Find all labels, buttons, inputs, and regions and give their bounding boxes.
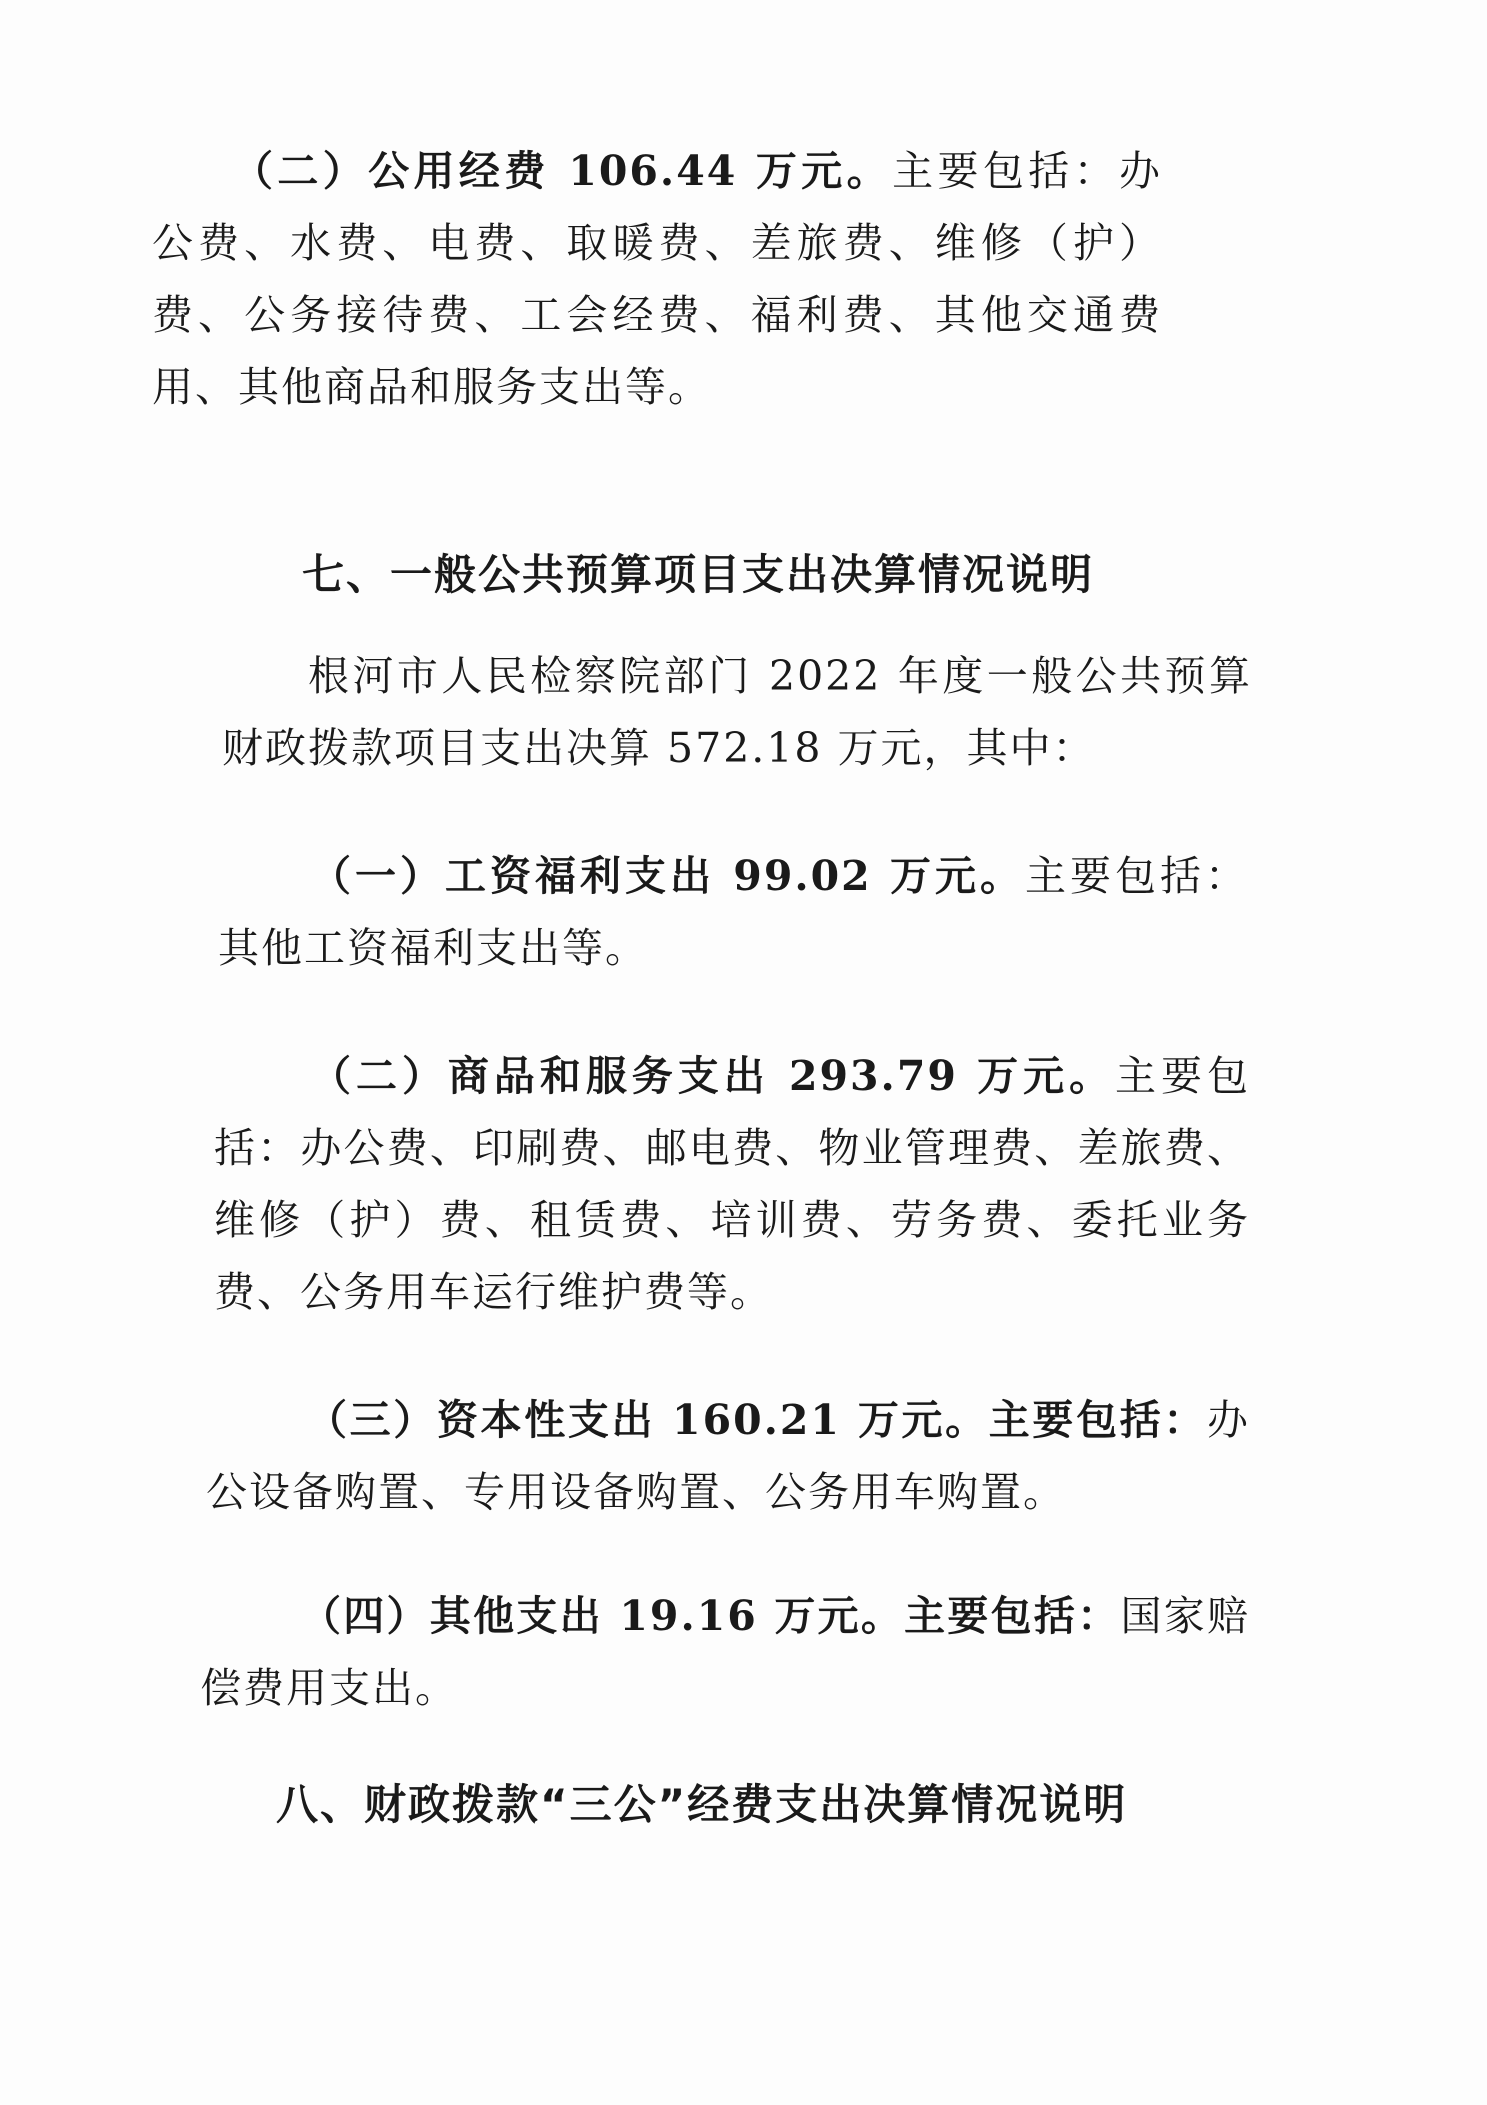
paragraph-lead: （二）公用经费 106.44 万元。 [232,147,893,195]
paragraph-lead: （三）资本性支出 160.21 万元。主要包括： [306,1396,1207,1444]
paragraph-project-expenditure [222,640,1252,784]
section-heading-8: 八、财政拨款“三公”经费支出决算情况说明 [276,1780,1128,1829]
paragraph-body: 根河市人民检察院部门 2022 年度一般公共预算财政拨款项目支出决算 572.18 万元，其中： [222,652,1252,772]
section-heading-7: 七、一般公共预算项目支出决算情况说明 [302,550,1095,599]
paragraph-body: 国家赔偿费用支出。 [200,1592,1251,1712]
paragraph-salary-welfare [218,840,1248,984]
paragraph-body: 办公设备购置、专用设备购置、公务用车购置。 [206,1396,1250,1516]
paragraph-capital-expenditure [206,1384,1250,1528]
paragraph-other-expenditure [200,1580,1250,1724]
paragraph-lead: （二）商品和服务支出 293.79 万元。 [310,1052,1116,1100]
paragraph-body: 主要包括：其他工资福利支出等。 [218,852,1248,972]
paragraph-lead: （四）其他支出 19.16 万元。主要包括： [300,1592,1121,1640]
paragraph-body: 主要包括：办公费、印刷费、邮电费、物业管理费、差旅费、维修（护）费、租赁费、培训费、劳务费、委托业务费、公务用车运行维护费等。 [214,1052,1250,1316]
paragraph-body: 主要包括：办公费、水费、电费、取暖费、差旅费、维修（护）费、公务接待费、工会经费、福利费、其他交通费用、其他商品和服务支出等。 [152,147,1162,411]
paragraph-public-funds [152,135,1162,423]
paragraph-lead: （一）工资福利支出 99.02 万元。 [310,852,1025,900]
paragraph-goods-services [214,1040,1250,1328]
